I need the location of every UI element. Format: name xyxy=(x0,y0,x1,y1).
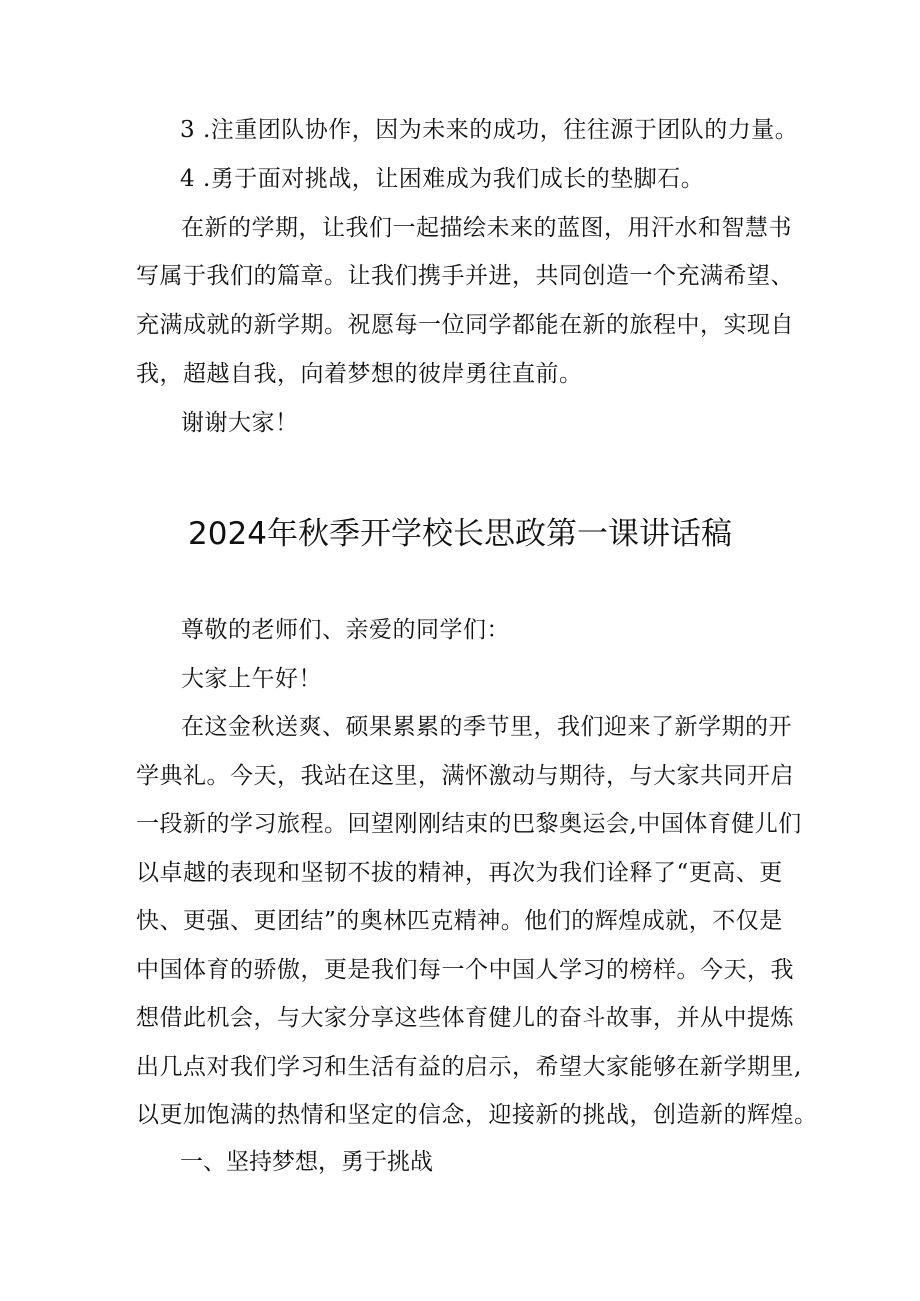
closing-paragraph-line: 写属于我们的篇章。让我们携手并进，共同创造一个充满希望、 xyxy=(136,263,794,289)
list-item: 4 .勇于面对挑战，让困难成为我们成长的垫脚石。 xyxy=(180,166,705,192)
intro-paragraph-line: 想借此机会，与大家分享这些体育健儿的奋斗故事，并从中提炼 xyxy=(136,1005,794,1031)
greeting: 大家上午好！ xyxy=(181,666,322,692)
intro-paragraph-line: 学典礼。今天，我站在这里，满怀激动与期待，与大家共同开启 xyxy=(136,763,794,789)
intro-paragraph-line: 以更加饱满的热情和坚定的信念，迎接新的挑战，创造新的辉煌。 xyxy=(136,1102,818,1128)
closing-paragraph-line: 在新的学期，让我们一起描绘未来的蓝图，用汗水和智慧书 xyxy=(181,215,792,241)
intro-paragraph-line: 一段新的学习旅程。回望刚刚结束的巴黎奥运会,中国体育健儿们 xyxy=(136,811,802,837)
list-item: 3 .注重团队协作，因为未来的成功，往往源于团队的力量。 xyxy=(180,117,799,143)
closing-paragraph-line: 充满成就的新学期。祝愿每一位同学都能在新的旅程中，实现自 xyxy=(136,312,794,338)
intro-paragraph-line: 在这金秋送爽、硕果累累的季节里，我们迎来了新学期的开 xyxy=(181,714,792,740)
salutation: 尊敬的老师们、亲爱的同学们： xyxy=(181,617,510,643)
intro-paragraph-line: 中国体育的骄傲，更是我们每一个中国人学习的榜样。今天，我 xyxy=(136,957,794,983)
thanks-line: 谢谢大家！ xyxy=(181,410,299,436)
intro-paragraph-line: 出几点对我们学习和生活有益的启示，希望大家能够在新学期里, xyxy=(136,1054,802,1080)
intro-paragraph-line: 以卓越的表现和坚韧不拔的精神，再次为我们诠释了“更高、更 xyxy=(136,860,783,886)
article-title: 2024年秋季开学校长思政第一课讲话稿 xyxy=(188,516,732,552)
section-heading: 一、坚持梦想，勇于挑战 xyxy=(180,1149,433,1175)
intro-paragraph-line: 快、更强、更团结”的奥林匹克精神。他们的辉煌成就，不仅是 xyxy=(136,908,783,934)
closing-paragraph-line: 我，超越自我，向着梦想的彼岸勇往直前。 xyxy=(136,361,583,387)
